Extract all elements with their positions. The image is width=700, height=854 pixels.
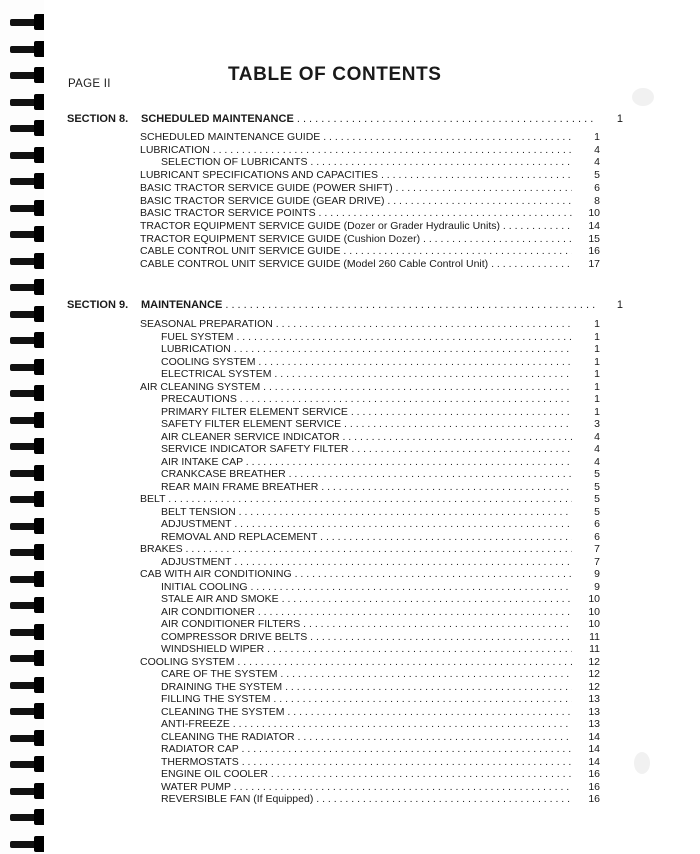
- toc-entry-page: 10: [588, 207, 600, 219]
- binding-ring: [10, 94, 46, 110]
- toc-entry-label: FUEL SYSTEM . . .: [161, 331, 572, 344]
- toc-entry-page: 14: [588, 756, 600, 768]
- toc-entry-label: COMPRESSOR DRIVE BELTS . . .: [161, 631, 572, 644]
- toc-entry-label: COOLING SYSTEM . . .: [161, 356, 572, 369]
- toc-entry-page: 16: [588, 781, 600, 793]
- binding-ring: [10, 385, 46, 401]
- page-smudge: [634, 752, 650, 774]
- toc-entry-page: 12: [588, 681, 600, 693]
- binding-ring: [10, 836, 46, 852]
- toc-entry-page: 11: [589, 643, 600, 655]
- toc-entry-page: 6: [594, 518, 600, 530]
- binding-ring: [10, 677, 46, 693]
- section-page-number: 1: [616, 299, 623, 311]
- binding-ring: [10, 624, 46, 640]
- toc-entry-label: ANTI-FREEZE . . .: [161, 718, 572, 731]
- toc-entry-label: STALE AIR AND SMOKE . . .: [161, 593, 572, 606]
- binding-ring: [10, 491, 46, 507]
- toc-entry-label: REAR MAIN FRAME BREATHER . . .: [161, 481, 572, 494]
- toc-entry-page: 10: [588, 606, 600, 618]
- toc-entry-label: PRECAUTIONS . . .: [161, 393, 572, 406]
- toc-entry-label: CLEANING THE SYSTEM . . .: [161, 706, 572, 719]
- binding-ring: [10, 465, 46, 481]
- toc-entry-page: 1: [594, 381, 600, 393]
- toc-entry-page: 1: [594, 343, 600, 355]
- toc-entry-page: 1: [594, 131, 600, 143]
- toc-entry-label: SEASONAL PREPARATION . . .: [140, 318, 572, 331]
- toc-entry-page: 5: [594, 468, 600, 480]
- toc-entry-page: 14: [588, 743, 600, 755]
- toc-entry-page: 14: [588, 731, 600, 743]
- toc-entry-label: SCHEDULED MAINTENANCE GUIDE . . .: [140, 131, 572, 144]
- binding-ring: [10, 253, 46, 269]
- toc-entry-page: 1: [594, 331, 600, 343]
- toc-entry-page: 6: [594, 531, 600, 543]
- toc-entry-page: 9: [594, 568, 600, 580]
- toc-entry-label: AIR CONDITIONER FILTERS . . .: [161, 618, 572, 631]
- toc-entry-page: 10: [588, 618, 600, 630]
- binding-ring: [10, 332, 46, 348]
- toc-entry-page: 7: [594, 556, 600, 568]
- toc-entry-page: 11: [589, 631, 600, 643]
- toc-entry-label: REVERSIBLE FAN (If Equipped) . . .: [161, 793, 572, 806]
- toc-entry-page: 1: [594, 406, 600, 418]
- toc-entry-page: 5: [594, 481, 600, 493]
- toc-entry-page: 14: [588, 220, 600, 232]
- toc-entry-label: CLEANING THE RADIATOR . . .: [161, 731, 572, 744]
- binding-ring: [10, 200, 46, 216]
- toc-entry-page: 15: [588, 233, 600, 245]
- toc-entry-label: CABLE CONTROL UNIT SERVICE GUIDE . . .: [140, 245, 572, 258]
- binding-ring: [10, 730, 46, 746]
- binding-ring: [10, 783, 46, 799]
- binding-ring: [10, 147, 46, 163]
- toc-entry-page: 12: [588, 656, 600, 668]
- toc-entry-page: 4: [594, 144, 600, 156]
- page-smudge: [632, 88, 654, 106]
- section-title: SCHEDULED MAINTENANCE . . .: [141, 112, 596, 126]
- section-number: SECTION 8.: [67, 113, 129, 125]
- toc-entry-label: AIR CLEANER SERVICE INDICATOR . . .: [161, 431, 572, 444]
- toc-entry-label: BELT . . .: [140, 493, 572, 506]
- toc-entry-label: CABLE CONTROL UNIT SERVICE GUIDE (Model 260 Cable Control Unit) . . .: [140, 258, 572, 271]
- toc-entry-label: CRANKCASE BREATHER . . .: [161, 468, 572, 481]
- toc-entry-page: 6: [594, 182, 600, 194]
- binding-ring: [10, 544, 46, 560]
- binding-ring: [10, 306, 46, 322]
- toc-entry-label: SELECTION OF LUBRICANTS . . .: [161, 156, 572, 169]
- toc-entry-page: 3: [594, 418, 600, 430]
- toc-entry-label: PRIMARY FILTER ELEMENT SERVICE . . .: [161, 406, 572, 419]
- toc-entry-page: 5: [594, 506, 600, 518]
- toc-entry-page: 1: [594, 393, 600, 405]
- toc-entry-page: 13: [588, 693, 600, 705]
- toc-entry-label: BELT TENSION . . .: [161, 506, 572, 519]
- toc-entry-label: WINDSHIELD WIPER . . .: [161, 643, 572, 656]
- toc-entry-page: 1: [594, 368, 600, 380]
- toc-entry-page: 4: [594, 443, 600, 455]
- toc-entry-label: BASIC TRACTOR SERVICE GUIDE (POWER SHIFT) . . .: [140, 182, 572, 195]
- toc-entry-label: BASIC TRACTOR SERVICE GUIDE (GEAR DRIVE) . . .: [140, 195, 572, 208]
- document-page: [44, 0, 700, 854]
- toc-entry-page: 5: [594, 169, 600, 181]
- toc-entry-page: 7: [594, 543, 600, 555]
- binding-ring: [10, 650, 46, 666]
- binding-ring: [10, 14, 46, 30]
- toc-entry-page: 10: [588, 593, 600, 605]
- toc-entry-page: 1: [594, 356, 600, 368]
- toc-entry-page: 8: [594, 195, 600, 207]
- binding-ring: [10, 173, 46, 189]
- toc-entry-page: 9: [594, 581, 600, 593]
- toc-entry-page: 4: [594, 156, 600, 168]
- toc-entry-label: DRAINING THE SYSTEM . . .: [161, 681, 572, 694]
- page-label: PAGE II: [68, 78, 111, 90]
- toc-entry-label: BRAKES . . .: [140, 543, 572, 556]
- toc-entry-label: THERMOSTATS . . .: [161, 756, 572, 769]
- toc-entry-label: INITIAL COOLING . . .: [161, 581, 572, 594]
- binding-ring: [10, 809, 46, 825]
- toc-entry-label: COOLING SYSTEM . . .: [140, 656, 572, 669]
- toc-entry-label: WATER PUMP . . .: [161, 781, 572, 794]
- toc-entry-label: LUBRICATION . . .: [161, 343, 572, 356]
- binding-ring: [10, 438, 46, 454]
- toc-entry-label: SERVICE INDICATOR SAFETY FILTER . . .: [161, 443, 572, 456]
- binding-ring: [10, 571, 46, 587]
- section-title: MAINTENANCE . . .: [141, 298, 596, 312]
- binding-ring: [10, 120, 46, 136]
- toc-entry-page: 5: [594, 493, 600, 505]
- toc-entry-page: 16: [588, 768, 600, 780]
- binding-ring: [10, 359, 46, 375]
- toc-entry-page: 16: [588, 793, 600, 805]
- toc-entry-page: 12: [588, 668, 600, 680]
- toc-entry-label: RADIATOR CAP . . .: [161, 743, 572, 756]
- binding-ring: [10, 597, 46, 613]
- toc-entry-label: SAFETY FILTER ELEMENT SERVICE . . .: [161, 418, 572, 431]
- toc-entry-page: 1: [594, 318, 600, 330]
- toc-entry-label: AIR CONDITIONER . . .: [161, 606, 572, 619]
- toc-entry-label: ADJUSTMENT . . .: [161, 556, 572, 569]
- toc-entry-page: 13: [588, 706, 600, 718]
- toc-entry-label: BASIC TRACTOR SERVICE POINTS . . .: [140, 207, 572, 220]
- toc-entry-label: CARE OF THE SYSTEM . . .: [161, 668, 572, 681]
- toc-entry-label: FILLING THE SYSTEM . . .: [161, 693, 572, 706]
- toc-entry-label: TRACTOR EQUIPMENT SERVICE GUIDE (Dozer or Grader Hydraulic Units) . . .: [140, 220, 572, 233]
- binding-ring: [10, 518, 46, 534]
- toc-entry-page: 4: [594, 431, 600, 443]
- binding-ring: [10, 67, 46, 83]
- binding-ring: [10, 279, 46, 295]
- toc-entry-label: AIR INTAKE CAP . . .: [161, 456, 572, 469]
- toc-entry-label: CAB WITH AIR CONDITIONING . . .: [140, 568, 572, 581]
- section-number: SECTION 9.: [67, 299, 129, 311]
- toc-entry-page: 13: [588, 718, 600, 730]
- toc-entry-label: TRACTOR EQUIPMENT SERVICE GUIDE (Cushion Dozer) . . .: [140, 233, 572, 246]
- section-page-number: 1: [616, 113, 623, 125]
- binding-ring: [10, 226, 46, 242]
- page-title: TABLE OF CONTENTS: [228, 64, 442, 85]
- toc-entry-label: AIR CLEANING SYSTEM . . .: [140, 381, 572, 394]
- toc-entry-page: 17: [588, 258, 600, 270]
- toc-entry-label: REMOVAL AND REPLACEMENT . . .: [161, 531, 572, 544]
- toc-entry-page: 16: [588, 245, 600, 257]
- binding-ring: [10, 703, 46, 719]
- toc-entry-label: ADJUSTMENT . . .: [161, 518, 572, 531]
- toc-entry-label: LUBRICANT SPECIFICATIONS AND CAPACITIES . . .: [140, 169, 572, 182]
- toc-entry-page: 4: [594, 456, 600, 468]
- binding-ring: [10, 756, 46, 772]
- toc-entry-label: LUBRICATION . . .: [140, 144, 572, 157]
- binding-ring: [10, 412, 46, 428]
- toc-entry-label: ELECTRICAL SYSTEM . . .: [161, 368, 572, 381]
- binding-ring: [10, 41, 46, 57]
- toc-entry-label: ENGINE OIL COOLER . . .: [161, 768, 572, 781]
- binding-spine: [0, 0, 44, 854]
